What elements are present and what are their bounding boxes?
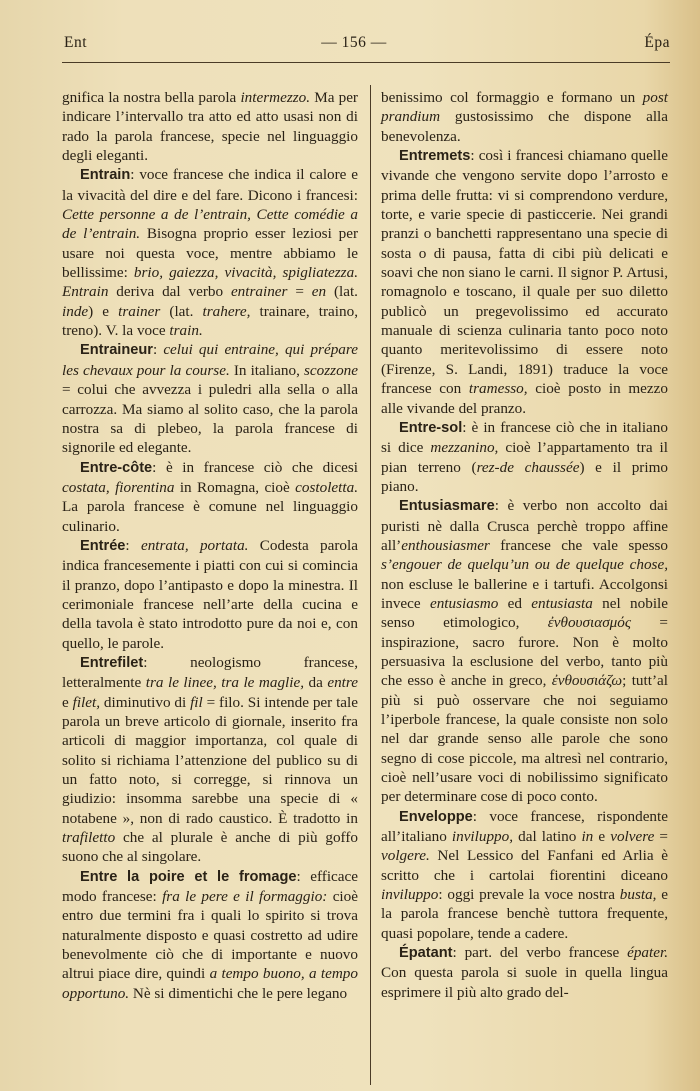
body-text: Ma per indicare l’intervallo tra atto ed atto usasi non di rado la parola francese, specie nel linguaggio degli eleganti. bbox=[62, 89, 358, 165]
header-rule bbox=[62, 62, 670, 63]
italic-text: trahere, bbox=[202, 302, 251, 320]
dictionary-entry bbox=[62, 653, 358, 867]
italic-text: inviluppo bbox=[381, 886, 439, 904]
body-text: = inspirazione, sacro furore. Non è molto persuasiva la esclusione del verbo, tanto più che esso è anche in greco, bbox=[381, 614, 668, 690]
dictionary-entry bbox=[381, 146, 668, 418]
dictionary-entry bbox=[62, 867, 358, 1003]
italic-text: costoletta. bbox=[295, 478, 358, 496]
body-text: : efficace modo francese: bbox=[62, 867, 359, 906]
body-text: : bbox=[125, 536, 141, 554]
body-text: Bisogna proprio esser leziosi per usare noi questa voce, mentre abbiamo le bellissime: bbox=[62, 225, 359, 282]
italic-text: scozzone bbox=[304, 361, 358, 379]
body-text: e la parola francese benchè tuttora frequente, quasi popolare, tende a cadere. bbox=[381, 886, 668, 942]
column-divider bbox=[370, 85, 371, 1085]
body-text: Nè si dimentichi che le pere legano bbox=[129, 984, 348, 1002]
italic-text: train. bbox=[169, 322, 203, 340]
header-left-guideword: Ent bbox=[64, 34, 88, 51]
italic-text: entusiasmo bbox=[429, 594, 499, 612]
body-text: benissimo col formaggio e formano un bbox=[381, 89, 643, 106]
body-text: diminutivo di bbox=[100, 693, 191, 711]
italic-text: inviluppo, bbox=[451, 828, 514, 846]
entry-headword: Épatant bbox=[399, 945, 453, 962]
italic-text: filet, bbox=[72, 693, 101, 711]
body-text: = bbox=[654, 828, 668, 846]
italic-text: ἐνθουσιάζω bbox=[551, 672, 623, 690]
italic-text: a tempo buono, a tempo opportuno. bbox=[62, 965, 358, 1002]
italic-text: fra le pere e il formaggio: bbox=[162, 888, 328, 906]
body-text: : è in francese ciò che dicesi bbox=[152, 458, 358, 476]
italic-text: rez-de chaussée bbox=[476, 458, 580, 476]
body-text: ; tutt’al più si può osservare che noi seguiamo l’iperbole francese, la quale consiste non solo nel dar grande senso alle parole che sono segno di cose piccole, ma altresì nel contrario, cioè nell’usare voci di nobilissimo significato per determinare cose di poco conto. bbox=[381, 672, 668, 806]
body-text: In italiano, bbox=[229, 361, 304, 379]
italic-text: en bbox=[311, 283, 327, 301]
body-text: : bbox=[152, 341, 164, 359]
italic-text: entrainer bbox=[230, 283, 288, 301]
body-text: = filo. Si intende per tale parola un breve articolo di giornale, inserito fra articoli di maggior importanza, col quale di solito si richiama l’attenzione del publico su di un fatto noto, si corregge, si rinnova un giudizio: insomma sarebbe una specie di « notabene », non di rado caustico. È tradotto in bbox=[62, 693, 359, 827]
body-text: francese che vale spesso bbox=[489, 536, 668, 554]
body-text: : voce francese che indica il calore e la vivacità del dire e del fare. Dicono i francesi: bbox=[62, 166, 358, 204]
body-text: e bbox=[62, 693, 73, 711]
body-text: : part. del verbo francese bbox=[452, 944, 628, 962]
italic-text: intermezzo. bbox=[240, 89, 311, 106]
italic-text: fil bbox=[190, 693, 203, 711]
right-column bbox=[381, 88, 668, 1002]
body-text: ) e bbox=[88, 302, 119, 320]
italic-text: brio, gaiezza, vivacità, spigliatezza. bbox=[133, 264, 358, 282]
body-text: = bbox=[287, 283, 312, 301]
dictionary-entry bbox=[62, 536, 358, 653]
body-text: nel nobile senso etimologico, bbox=[381, 594, 669, 632]
dictionary-entry bbox=[381, 943, 668, 1002]
entry-headword: Entrain bbox=[80, 167, 131, 184]
italic-text: celui qui entraine, qui prépare les chevaux pour la course. bbox=[62, 341, 358, 379]
body-text: Codesta parola indica francesemente i piatti con cui si comincia il pranzo, dopo l’antipasto e dopo la minestra. Il cerimoniale francese nell’arte della cucina e della tavola è stato introdotto pure da noi e, con quello, le parole. bbox=[62, 536, 358, 652]
body-text: (lat. bbox=[326, 283, 358, 301]
dictionary-entry bbox=[62, 458, 358, 536]
body-text: : neologismo francese, letteralmente bbox=[62, 653, 358, 692]
body-text: trainare, traino, treno). V. la voce bbox=[62, 302, 358, 340]
italic-text: post prandium bbox=[381, 89, 668, 126]
italic-text: inde bbox=[62, 302, 89, 320]
body-text: : è in francese ciò che in italiano si dice bbox=[381, 418, 668, 457]
body-text: : voce francese, rispondente all’italiano bbox=[381, 807, 668, 846]
entry-headword: Entre-sol bbox=[399, 419, 463, 436]
body-text: dal latino bbox=[513, 828, 582, 846]
italic-text: entre bbox=[327, 674, 358, 692]
dictionary-entry bbox=[381, 418, 668, 496]
body-text: : oggi prevale la voce nostra bbox=[438, 886, 620, 904]
running-header bbox=[64, 34, 670, 58]
body-text: ed bbox=[498, 594, 532, 612]
entry-headword: Entre la poire et le fromage bbox=[80, 868, 297, 885]
italic-text: in bbox=[581, 828, 594, 846]
body-text: (lat. bbox=[160, 302, 203, 320]
entry-headword: Entrefilet bbox=[80, 654, 144, 671]
entry-headword: Entraineur bbox=[80, 342, 153, 359]
entry-headword: Entremets bbox=[399, 148, 471, 165]
italic-text: tra le linee, tra le maglie, bbox=[145, 674, 305, 692]
italic-text: mezzanino, bbox=[430, 439, 499, 457]
dictionary-entry bbox=[381, 496, 668, 807]
body-text: gustosissimo che dispone alla benevolenza. bbox=[381, 108, 668, 145]
dictionary-entry bbox=[62, 340, 358, 457]
body-text: ) e il primo piano. bbox=[381, 458, 668, 495]
italic-text: volgere. bbox=[381, 847, 430, 865]
italic-text: trafiletto bbox=[62, 829, 116, 847]
dictionary-entry bbox=[381, 807, 668, 943]
italic-text: entusiasta bbox=[531, 594, 593, 612]
left-column bbox=[62, 88, 358, 1003]
body-text: : è verbo non accolto dai puristi nè dalla Crusca perchè troppo affine all’ bbox=[381, 497, 668, 554]
italic-text: trainer bbox=[118, 302, 161, 320]
continued-paragraph bbox=[62, 88, 358, 165]
body-text: e bbox=[593, 828, 611, 846]
body-text: deriva dal verbo bbox=[108, 283, 231, 301]
entry-headword: Enveloppe bbox=[399, 808, 473, 825]
body-text: gnifica la nostra bella parola bbox=[62, 89, 241, 106]
body-text: cioè entro due termini fra i quali lo spirito si trova naturalmente disposto e quasi costretto ad udire benevolmente ciò che di importante e nuovo altrui piace dire, quindi bbox=[62, 888, 358, 983]
body-text: La parola francese è comune nel linguaggio culinario. bbox=[62, 498, 358, 535]
continued-paragraph bbox=[381, 88, 668, 146]
italic-text: busta, bbox=[619, 886, 657, 904]
body-text: non escluse le ballerine e i tartufi. Accolgonsi invece bbox=[381, 575, 668, 612]
body-text: = colui che avvezza i puledri alla sella o alla carrozza. Ma siamo al solito caso, che la parola nostra sa di plebeo, la parola francese di signorile ed elegante. bbox=[62, 381, 358, 457]
body-text: che al plurale è anche di più goffo suono che al singolare. bbox=[62, 829, 358, 866]
italic-text: volvere bbox=[610, 828, 655, 846]
italic-text: épater. bbox=[627, 944, 668, 962]
body-text: : così i francesi chiamano quelle vivande che vengono servite dopo l’arrosto e prima delle frutta: vi si comprendono verdure, torte, e varie specie di pasticcerie. Nei grandi pranzi o banchetti rappresentano una specie di sosta o di pausa, fatta di cibi più delicati e soavi che non siano le carni. Il signor P. Artusi, romagnolo e toscano, il quale per suo diletto publicò un pregevolissimo ed accurato manuale di scienza culinaria tanto poco noto quanto meritevolissimo di essere noto (Firenze, S. Landi, 1891) traduce la voce francese con bbox=[381, 147, 668, 398]
body-text: cioè l’appartamento tra il pian terreno ( bbox=[381, 439, 668, 476]
entry-headword: Entusiasmare bbox=[399, 498, 495, 515]
italic-text: tramesso, bbox=[468, 380, 528, 398]
header-right-guideword: Épa bbox=[644, 34, 670, 51]
italic-text: costata, fiorentina bbox=[62, 478, 175, 496]
entry-headword: Entre-côte bbox=[80, 459, 153, 476]
page-number: — 156 — bbox=[321, 34, 387, 51]
italic-text: Entrain bbox=[62, 283, 109, 301]
body-text: Nel Lessico del Fanfani ed Arlia è scritto che i cartolai fiorentini diceano bbox=[381, 847, 668, 884]
italic-text: ἐνθουσιασμός bbox=[547, 614, 632, 632]
body-text: da bbox=[304, 674, 328, 692]
italic-text: entrata, portata. bbox=[140, 536, 249, 554]
entry-headword: Entrée bbox=[80, 537, 126, 554]
italic-text: enthousiasmer bbox=[401, 536, 490, 554]
body-text: Con questa parola si suole in quella lingua esprimere il più alto grado del- bbox=[381, 964, 668, 1001]
body-text: in Romagna, cioè bbox=[174, 478, 296, 496]
italic-text: Cette personne a de l’entrain, Cette comédie a de l’entrain. bbox=[62, 206, 358, 243]
dictionary-entry bbox=[62, 165, 358, 340]
italic-text: s’engouer de quelqu’un ou de quelque chose, bbox=[381, 556, 668, 574]
body-text: cioè posto in mezzo alle vivande del pranzo. bbox=[381, 380, 668, 417]
